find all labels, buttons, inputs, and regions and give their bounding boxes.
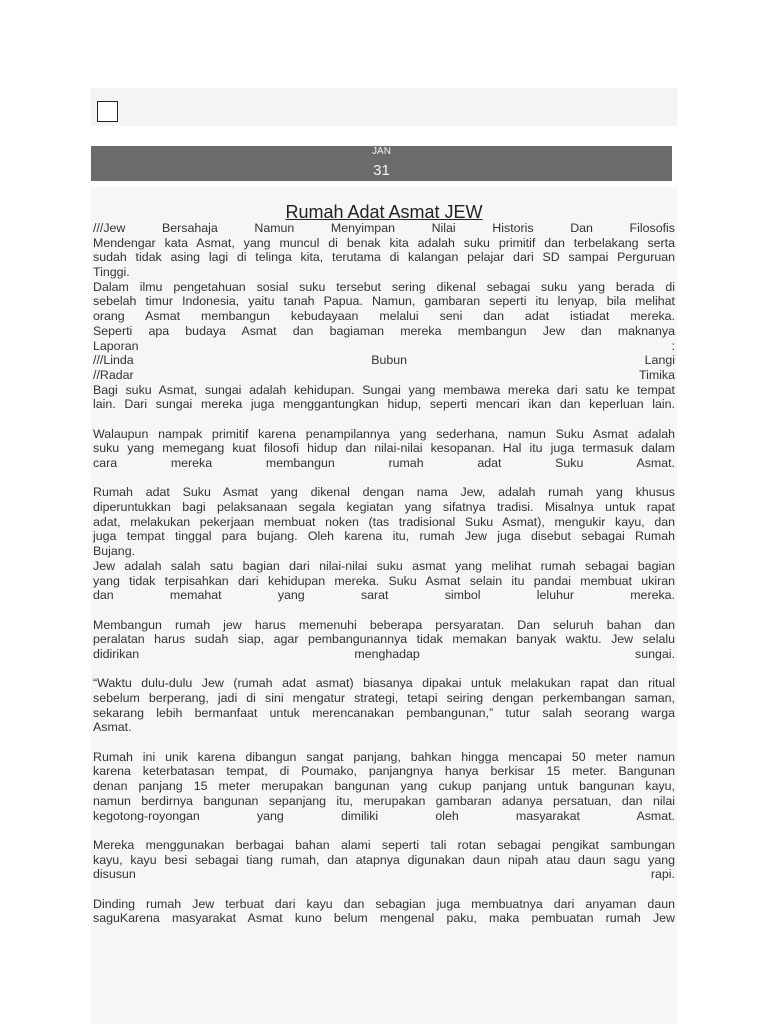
text-line: Rumah ini unik karena dibangun sangat panjang, bahkan hingga mencapai 50 meter namun <box>93 749 675 764</box>
paragraph-gap <box>93 471 675 486</box>
article <box>91 187 677 1024</box>
text-line: //Radar Timika <box>93 367 675 382</box>
text-line: Tinggi. <box>93 265 130 280</box>
paragraph-gap <box>93 412 675 427</box>
paragraph-gap <box>93 882 675 897</box>
text-line: Rumah adat Suku Asmat yang dikenal dengan nama Jew, adalah rumah yang khusus <box>93 485 675 500</box>
text-line: sebelah timur Indonesia, yaitu tanah Papua. Namun, gambaran seperti itu lenyap, bila melihat <box>93 294 675 309</box>
text-line: Bagi suku Asmat, sungai adalah kehidupan. Sungai yang membawa mereka dari satu ke tempat <box>93 382 675 397</box>
text-line: didirikan menghadap sungai. <box>93 646 675 661</box>
text-line: kegotong-royongan yang dimiliki oleh masyarakat Asmat. <box>93 808 675 823</box>
text-line: Mendengar kata Asmat, yang muncul di benak kita adalah suku primitif dan terbelakang serta <box>93 235 675 250</box>
paragraph-gap <box>93 823 675 838</box>
text-line: ///Linda Bubun Langi <box>93 353 675 368</box>
text-line: Seperti apa budaya Asmat dan bagiaman mereka membangun Jew dan maknanya <box>93 323 675 338</box>
text-line: Bujang. <box>93 544 136 559</box>
date-banner <box>91 146 672 181</box>
text-line: suku yang memegang kuat filosofi hidup dan nilai-nilai kesopanan. Hal itu juga termasuk dalam <box>93 441 675 456</box>
text-line: Mereka menggunakan berbagai bahan alami seperti tali rotan sebagai pengikat sambungan <box>93 837 675 852</box>
text-line: peralatan harus sudah siap, agar pembangunannya tidak memakan banyak waktu. Jew selalu <box>93 632 675 647</box>
text-line: Laporan : <box>93 338 675 353</box>
text-line: Asmat. <box>93 720 132 735</box>
text-line: saguKarena masyarakat Asmat kuno belum mengenal paku, maka pembuatan rumah Jew <box>93 911 675 926</box>
text-line: disusun rapi. <box>93 867 675 882</box>
top-bar <box>91 88 677 126</box>
date-month: JAN <box>372 146 391 157</box>
text-line: orang Asmat membangun kebudayaan melalui seni dan adat istiadat mereka. <box>93 309 675 324</box>
paragraph-gap <box>93 603 675 618</box>
text-line: sudah tidak asing lagi di telinga kita, terutama di kalangan pelajar dari SD sampai Perguruan <box>93 250 675 265</box>
text-line: kayu, kayu besi sebagai tiang rumah, dan atapnya digunakan daun nipah atau daun sagu yang <box>93 852 675 867</box>
paragraph-gap <box>93 662 675 677</box>
article-body <box>93 221 675 926</box>
text-line: lain. Dari sungai mereka juga menggantungkan hidup, seperti mencari ikan dan keperluan lain. <box>93 397 675 412</box>
text-line: juga tempat tinggal para bujang. Oleh karena itu, rumah Jew juga disebut sebagai Rumah <box>93 529 675 544</box>
paragraph-gap <box>93 735 675 750</box>
text-line: Walaupun nampak primitif karena penampilannya yang sederhana, namun Suku Asmat adalah <box>93 426 675 441</box>
article-title[interactable]: Rumah Adat Asmat JEW <box>285 202 483 222</box>
date-day: 31 <box>373 162 390 179</box>
text-line: Jew adalah salah satu bagian dari nilai-nilai suku asmat yang melihat rumah sebagai bagian <box>93 558 675 573</box>
text-line: sekarang lebih bermanfaat untuk merencanakan pembangunan,” tutur salah seorang warga <box>93 705 675 720</box>
text-line: Dinding rumah Jew terbuat dari kayu dan sebagian juga membuatnya dari anyaman daun <box>93 896 675 911</box>
text-line: adat, melakukan pekerjaan membuat noken (tas tradisional Suku Asmat), mengukir kayu, dan <box>93 514 675 529</box>
checkbox[interactable] <box>97 101 118 122</box>
text-line: karena keterbatasan tempat, di Poumako, panjangnya hanya berkisar 15 meter. Bangunan <box>93 764 675 779</box>
text-line: Dalam ilmu pengetahuan sosial suku tersebut sering dikenal sebagai suku yang berada di <box>93 279 675 294</box>
text-line: ///Jew Bersahaja Namun Menyimpan Nilai Historis Dan Filosofis <box>93 221 675 235</box>
text-line: Membangun rumah jew harus memenuhi beberapa persyaratan. Dan seluruh bahan dan <box>93 617 675 632</box>
text-line: “Waktu dulu-dulu Jew (rumah adat asmat) biasanya dipakai untuk melakukan rapat dan ritual <box>93 676 675 691</box>
text-line: diperuntukkan bagi pelaksanaan segala kegiatan yang sifatnya tradisi. Misalnya untuk rapat <box>93 500 675 515</box>
text-line: cara mereka membangun rumah adat Suku Asmat. <box>93 456 675 470</box>
text-line: dan memahat yang sarat simbol leluhur mereka. <box>93 588 675 603</box>
text-line: denan panjang 15 meter merupakan bangunan yang cukup panjang untuk bangunan kayu, <box>93 779 675 794</box>
text-line: sebelum berperang, jadi di sini mengatur strategi, tetapi seiring dengan perkembangan saman, <box>93 691 675 705</box>
text-line: yang tidak terpisahkan dari kehidupan mereka. Suku Asmat selain itu pandai membuat ukiran <box>93 573 675 588</box>
text-line: namun berdirnya bangunan sepanjang itu, merupakan gambaran adanya persatuan, dan nilai <box>93 793 675 808</box>
